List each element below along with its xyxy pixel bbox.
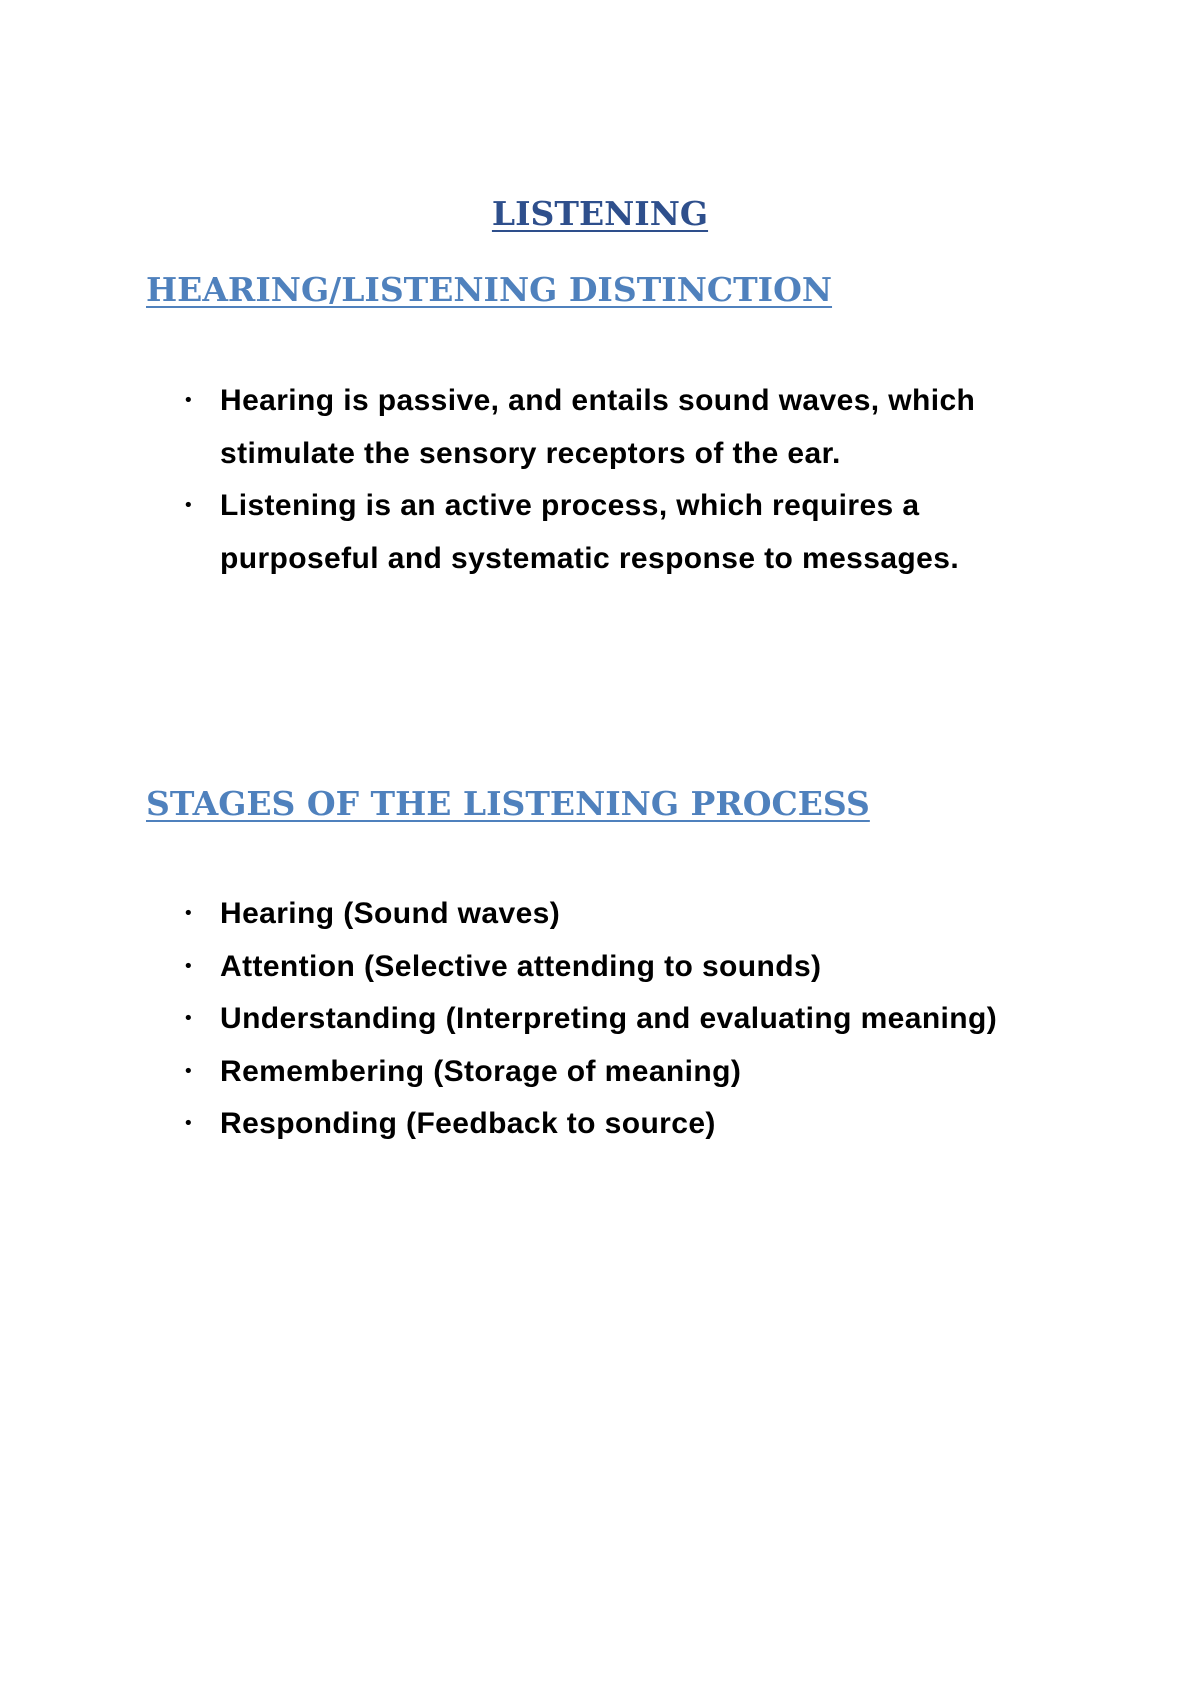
bullet-icon: • xyxy=(183,955,195,977)
bullet-icon: • xyxy=(183,903,195,924)
list-item xyxy=(0,375,1050,480)
list-item xyxy=(0,888,1050,941)
list-item-text: Attention (Selective attending to sounds) xyxy=(220,949,822,983)
list-item-text: Responding (Feedback to source) xyxy=(220,1107,716,1140)
bullet-icon: • xyxy=(183,1113,195,1134)
list-item xyxy=(0,941,1050,994)
document-title: LISTENING xyxy=(491,194,709,233)
section-heading-hearing-listening-distinction: HEARING/LISTENING DISTINCTION xyxy=(146,270,833,309)
bullet-icon: • xyxy=(183,390,195,411)
bullet-icon: • xyxy=(183,1008,195,1029)
list-item xyxy=(0,1046,1050,1099)
distinction-bullet-list xyxy=(0,375,1200,585)
section-heading-stages-of-listening-process: STAGES OF THE LISTENING PROCESS xyxy=(146,784,870,823)
list-item-text: Remembering (Storage of meaning) xyxy=(220,1054,742,1088)
stages-bullet-list xyxy=(0,888,1200,1151)
list-item xyxy=(0,480,1050,585)
list-item-text: Hearing (Sound waves) xyxy=(220,897,561,930)
list-item-text: Hearing is passive, and entails sound waves, which stimulate the sensory receptors of the ear. xyxy=(220,384,976,470)
bullet-icon: • xyxy=(183,1060,195,1082)
bullet-icon: • xyxy=(183,495,195,516)
list-item xyxy=(0,993,1050,1046)
list-item-text: Understanding (Interpreting and evaluating meaning) xyxy=(220,1002,998,1035)
list-item xyxy=(0,1098,1050,1151)
list-item-text: Listening is an active process, which requires a purposeful and systematic response to messages. xyxy=(220,489,960,575)
